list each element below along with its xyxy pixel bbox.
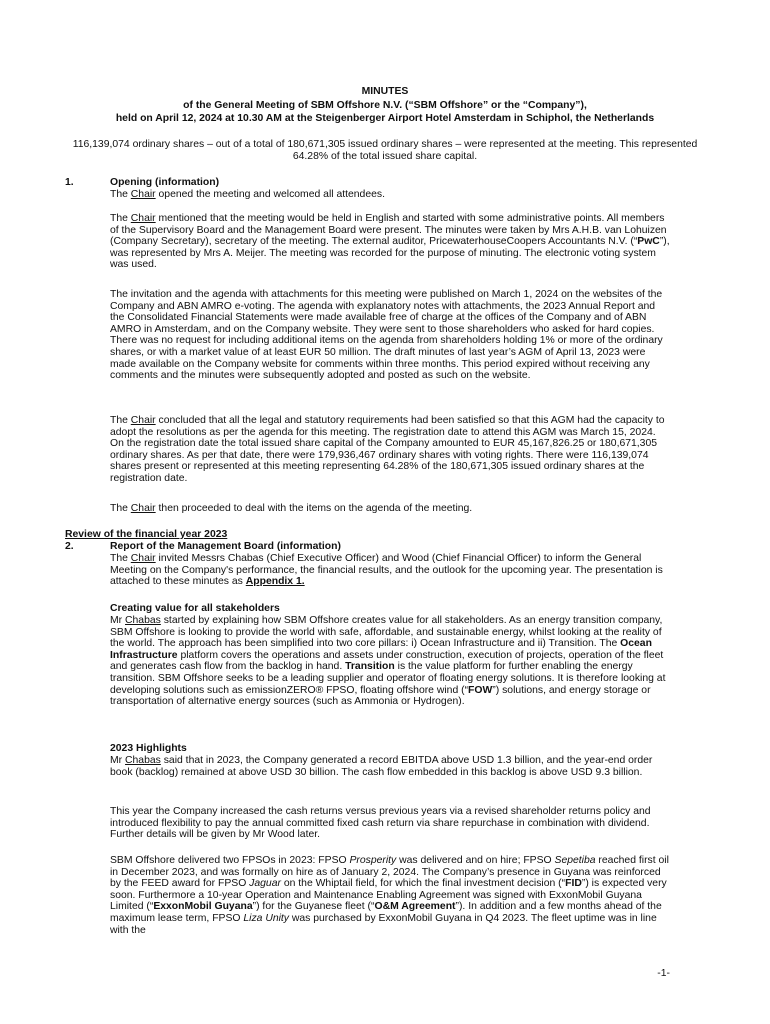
- section-1-paragraph-1: [110, 189, 670, 201]
- text-span: ”) solutions, and energy storage or transportation of alternative energy sources (such as Ammonia or Hydrogen).: [110, 684, 651, 708]
- text-span: then proceeded to deal with the items on the agenda of the meeting.: [155, 503, 473, 514]
- text-the: The: [110, 503, 131, 514]
- section-2-paragraph-1: [110, 553, 670, 588]
- text-span: invited Messrs Chabas (Chief Executive Officer) and Wood (Chief Financial Officer) to inform the General Meeting on the Company's performance, the financial results, and the outlook for the upcoming year. The presentation is attached to these minutes as: [110, 553, 663, 588]
- exxonmobil-guyana-abbrev: ExxonMobil Guyana: [153, 901, 253, 913]
- text-span: reached first oil in December 2023, and was formally on hire as of January 2, 2024. The Company’s presence in Guyana was reinforced by the FEED award for FPSO: [110, 855, 669, 890]
- text-span: ”) for the Guyanese fleet (“: [252, 901, 375, 913]
- text-the: The: [110, 553, 131, 564]
- attendance-paragraph: 116,139,074 ordinary shares – out of a total of 180,671,305 issued ordinary shares – were represented at the meeting. This represented 64.28% of the total issued share capital.: [72, 139, 698, 162]
- appendix-1-ref: Appendix 1.: [245, 576, 305, 588]
- chair-ref: Chair: [130, 415, 156, 426]
- transition-term: Transition: [345, 661, 395, 673]
- text-span: is the value platform for further enabling the energy transition. SBM Offshore seeks to be a leading supplier and operator of floating energy solutions. It is therefore looking at developing solutions such as emissionZERO® FPSO, floating offshore wind (“: [110, 661, 666, 696]
- fid-abbrev: FID: [565, 878, 582, 890]
- fpso-liza-unity: Liza Unity: [243, 912, 289, 924]
- chair-ref: Chair: [130, 503, 156, 514]
- chair-ref: Chair: [130, 553, 156, 564]
- text-mr: Mr: [110, 755, 126, 766]
- text-span: concluded that all the legal and statutory requirements had been satisfied so that this AGM had the capacity to adopt the resolutions as per the agenda for this meeting. The registration date to attend this AGM was March 15, 2024. On the registration date the total issued share capital of the Company amounted to EUR 45,167,826.25 or 180,671,305 ordinary shares. As per that date, there were 179,936,467 ordinary shares with voting rights. There were 116,139,074 shares present or represented at this meeting representing 64.28% of the 180,671,305 issued ordinary shares at the registration date.: [110, 415, 665, 484]
- page-number: -1-: [657, 968, 670, 979]
- section-2-paragraph-5: [110, 855, 670, 936]
- text-span: platform covers the operations and assets under construction, execution of projects, operation of the fleet and generates cash flow from the backlog in hand.: [110, 649, 664, 673]
- text-span: was delivered and on hire; FPSO: [396, 855, 555, 866]
- om-agreement-abbrev: O&M Agreement: [374, 901, 456, 913]
- chair-ref: Chair: [130, 213, 156, 224]
- text-span: ”), was represented by Mrs A. Meijer. The meeting was recorded for the purpose of minuting. The electronic voting system was used.: [110, 236, 670, 271]
- text-span: was purchased by ExxonMobil Guyana in Q4 2023. The fleet uptime was in line with the: [110, 912, 657, 936]
- text-span: opened the meeting and welcomed all attendees.: [155, 189, 385, 200]
- text-the: The: [110, 213, 131, 224]
- section-2-paragraph-4: This year the Company increased the cash returns versus previous years via a revised shareholder returns policy and introduced flexibility to pay the annual committed fixed cash return via share repurchase in combination with dividend. Further details will be given by Mr Wood later.: [110, 806, 651, 841]
- section-1-paragraph-5: [110, 503, 670, 515]
- ocean-infrastructure-term: Ocean Infrastructure: [110, 638, 652, 661]
- section-2-paragraph-2: [110, 615, 670, 708]
- section-1-paragraph-3: The invitation and the agenda with attachments for this meeting were published on March 1, 2024 on the websites of the Company and ABN AMRO e-voting. The agenda with explanatory notes with attachments, the 2023 Annual Report and the Consolidated Financial Statements were made available free of charge at the offices of the Company and of ABN AMRO in Amsterdam, and on the Company website. They were sent to those shareholders who asked for hard copies. There was no request for including additional items on the agenda from shareholders holding 1% or more of the ordinary shares, or with a market value of at least EUR 50 million. The draft minutes of last year’s AGM of April 13, 2023 were made available on the Company website for comments within three months. This period expired without receiving any comments and the minutes were subsequently adopted and posted as such on the website.: [110, 289, 663, 382]
- text-span: ”). In addition and a few months ahead of the maximum lease term, FPSO: [110, 901, 662, 924]
- text-span: said that in 2023, the Company generated a record EBITDA above USD 1.3 billion, and the year-end order book (backlog) remained at above USD 30 billion. The cash flow embedded in this backlog is above USD 9.3 billion.: [110, 755, 653, 778]
- fpso-sepetiba: Sepetiba: [554, 855, 596, 866]
- chair-ref: Chair: [130, 189, 156, 200]
- subheading-2023-highlights: 2023 Highlights: [110, 743, 187, 754]
- text-span: mentioned that the meeting would be held in English and started with some administrative points. All members of the Supervisory Board and the Management Board were present. The minutes were taken by Mrs A.H.B. van Lohuizen (Company Secretary), secretary of the meeting. The external auditor, PricewaterhouseCoopers Accountants N.V. (“: [110, 213, 667, 248]
- pwc-abbrev: PwC: [637, 236, 660, 248]
- fpso-jaguar: Jaguar: [249, 878, 281, 890]
- chabas-ref: Chabas: [125, 615, 161, 626]
- text-span: ”) is expected very soon. Furthermore a 10-year Operation and Maintenance Enabling Agreement was signed with ExxonMobil Guyana Limited (“: [110, 878, 667, 913]
- text-the: The: [110, 189, 131, 200]
- text-span: SBM Offshore delivered two FPSOs in 2023: FPSO: [110, 855, 350, 866]
- text-the: The: [110, 415, 131, 426]
- section-1-number: 1.: [65, 177, 74, 188]
- section-1-paragraph-4: [110, 415, 670, 485]
- text-span: on the Whiptail field, for which the final investment decision (“: [280, 878, 566, 890]
- fpso-prosperity: Prosperity: [349, 855, 397, 866]
- section-1-paragraph-2: [110, 213, 670, 271]
- minutes-title: MINUTES: [361, 86, 409, 97]
- section-2-paragraph-3: [110, 755, 670, 778]
- section-2-number: 2.: [65, 541, 74, 552]
- chabas-ref: Chabas: [125, 755, 161, 766]
- minutes-subtitle-1: of the General Meeting of SBM Offshore N.V. (“SBM Offshore” or the “Company”),: [183, 100, 587, 111]
- review-heading: Review of the financial year 2023: [65, 529, 228, 540]
- section-1-heading: Opening (information): [110, 177, 220, 188]
- text-mr: Mr: [110, 615, 126, 626]
- text-span: started by explaining how SBM Offshore creates value for all stakeholders. As an energy transition company, SBM Offshore is looking to provide the world with safe, affordable, and sustainable energy, whilst looking at the reality of the world. The approach has been simplified into two core pillars: i) Ocean Infrastructure and ii) Transition. The: [110, 615, 663, 650]
- minutes-subtitle-2: held on April 12, 2024 at 10.30 AM at the Steigenberger Airport Hotel Amsterdam in Schiphol, the Netherlands: [115, 113, 655, 124]
- section-2-heading: Report of the Management Board (information): [110, 541, 341, 552]
- fow-abbrev: FOW: [468, 684, 493, 696]
- subheading-creating-value: Creating value for all stakeholders: [110, 603, 280, 614]
